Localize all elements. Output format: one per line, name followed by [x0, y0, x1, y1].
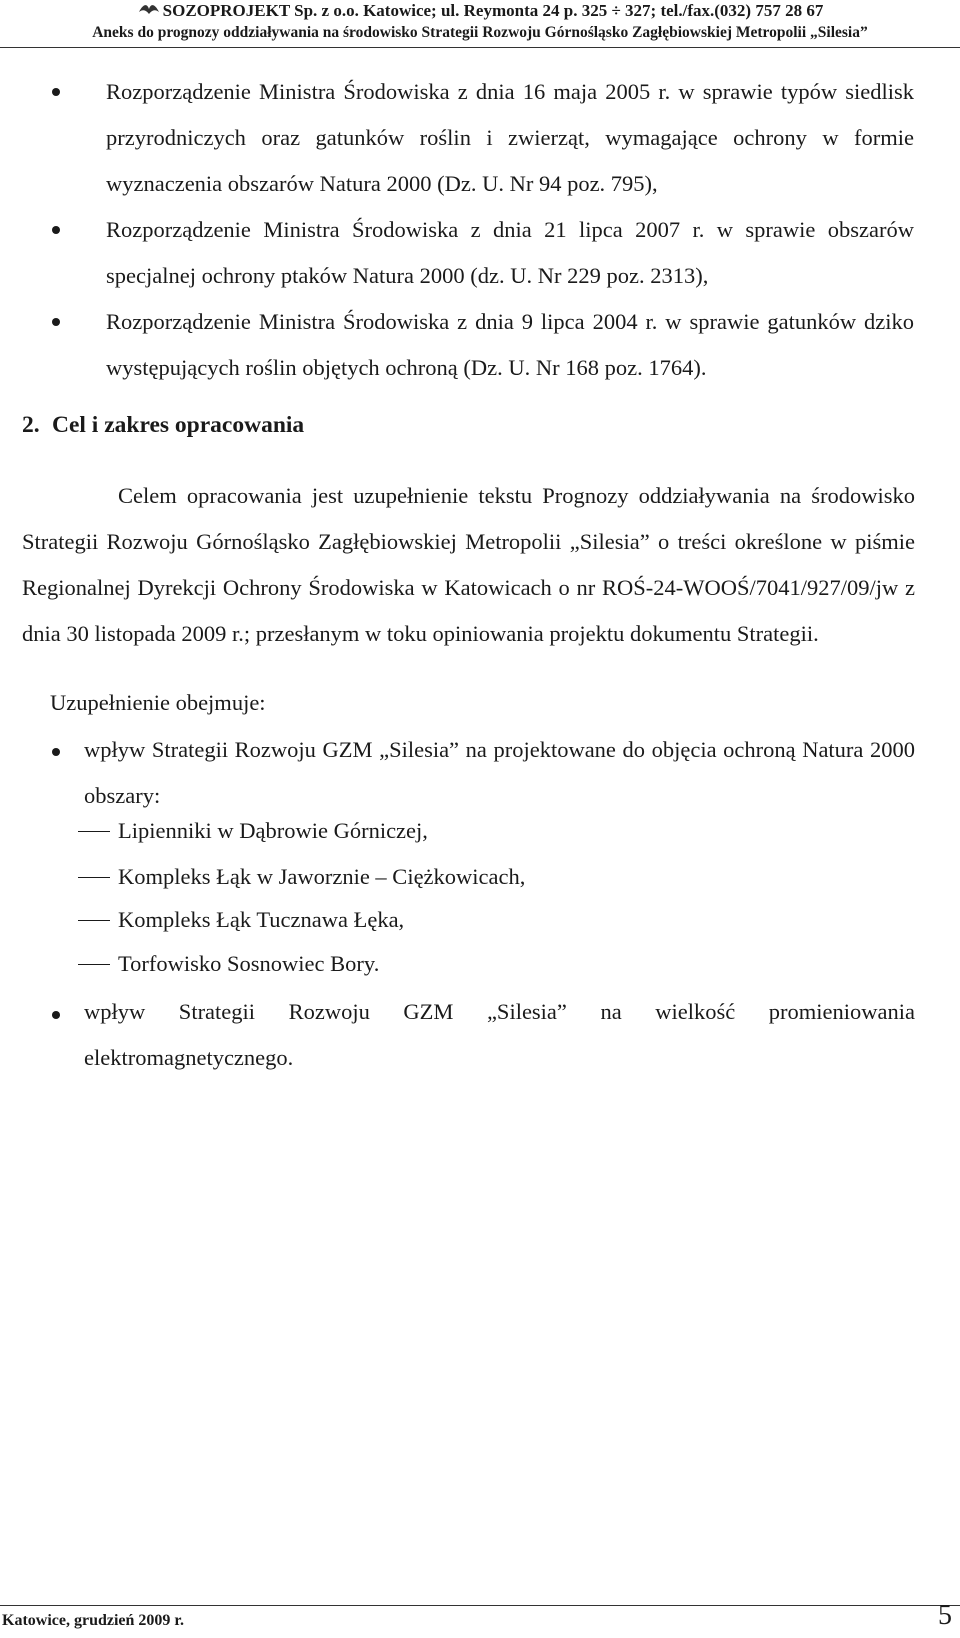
bullet-icon — [52, 1011, 60, 1019]
area-item: Lipienniki w Dąbrowie Górniczej, — [118, 818, 428, 843]
area-item: Torfowisko Sosnowiec Bory. — [118, 951, 380, 976]
section-number: 2. — [22, 412, 40, 438]
header-document-title: Aneks do prognozy oddziaływania na środowisko Strategii Rozwoju Górnośląsko Zagłębiowskiej Metropolii „Silesia” — [92, 24, 868, 41]
page-header — [0, 0, 960, 44]
regulation-item: Rozporządzenie Ministra Środowiska z dnia 16 maja 2005 r. w sprawie typów siedlisk przyrodniczych oraz gatunków roślin i zwierząt, wymagające ochrony w formie wyznaczenia obszarów Natura 2000 (Dz. U. Nr 94 poz. 795), — [106, 79, 914, 196]
scope-item: wpływ Strategii Rozwoju GZM „Silesia” na wielkość promieniowania elektromagnetycznego. — [84, 999, 915, 1070]
regulation-item: Rozporządzenie Ministra Środowiska z dnia 21 lipca 2007 r. w sprawie obszarów specjalnej ochrony ptaków Natura 2000 (dz. U. Nr 229 poz. 2313), — [106, 217, 914, 288]
dash-bullet-icon — [78, 877, 110, 878]
bullet-icon — [52, 226, 60, 234]
intro-paragraph: Celem opracowania jest uzupełnienie tekstu Prognozy oddziaływania na środowisko Strategii Rozwoju Górnośląsko Zagłębiowskiej Metropolii „Silesia” o treści określone w piśmie Regionalnej Dyrekcji Ochrony Środowiska w Katowicach o nr ROŚ-24-WOOŚ/7041/927/09/jw z dnia 30 listopada 2009 r.; przesłanym w toku opiniowania projektu dokumentu Strategii. — [22, 483, 915, 646]
dash-bullet-icon — [78, 920, 110, 921]
header-company-line — [0, 0, 960, 22]
header-company-text: SOZOPROJEKT Sp. z o.o. Katowice; ul. Reymonta 24 p. 325 ÷ 327; tel./fax.(032) 757 28 67 — [162, 1, 824, 20]
area-item: Kompleks Łąk w Jaworznie – Ciężkowicach, — [118, 864, 526, 889]
regulation-item: Rozporządzenie Ministra Środowiska z dnia 9 lipca 2004 r. w sprawie gatunków dziko występujących roślin objętych ochroną (Dz. U. Nr 168 poz. 1764). — [106, 309, 914, 380]
section-heading — [22, 412, 304, 439]
bullet-icon — [52, 748, 60, 756]
bullet-icon — [52, 88, 60, 96]
area-item: Kompleks Łąk Tucznawa Łęka, — [118, 907, 405, 932]
footer-divider — [0, 1605, 960, 1606]
dash-bullet-icon — [78, 831, 110, 832]
scope-intro: Uzupełnienie obejmuje: — [50, 690, 266, 715]
scope-item: wpływ Strategii Rozwoju GZM „Silesia” na projektowane do objęcia ochroną Natura 2000 obszary: — [84, 737, 915, 808]
header-divider — [0, 47, 960, 48]
footer-place-date: Katowice, grudzień 2009 r. — [2, 1612, 185, 1629]
bullet-icon — [52, 318, 60, 326]
dash-bullet-icon — [78, 964, 110, 965]
page-number: 5 — [938, 1600, 952, 1631]
bird-logo-icon — [137, 0, 161, 18]
section-title: Cel i zakres opracowania — [52, 412, 305, 438]
